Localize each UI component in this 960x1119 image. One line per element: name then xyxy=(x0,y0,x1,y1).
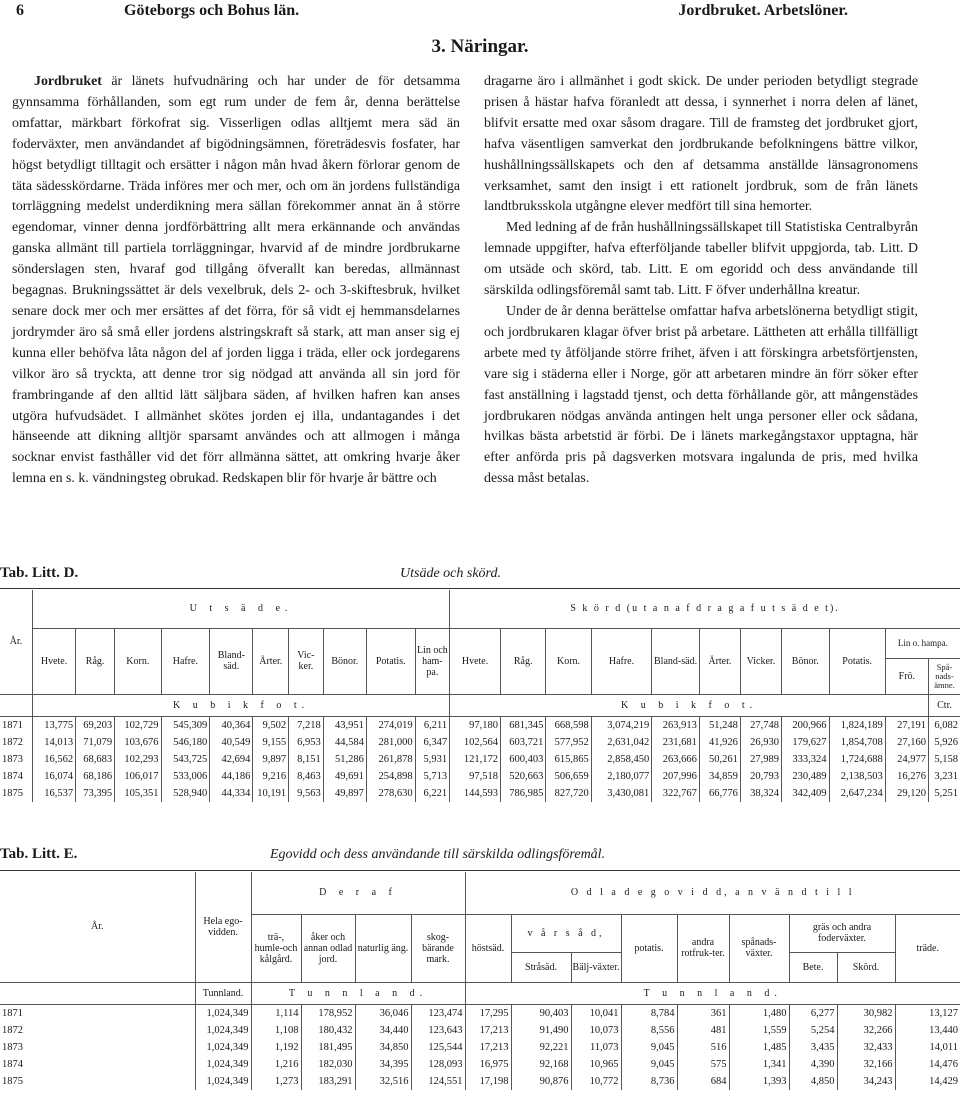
table-cell: 6,221 xyxy=(415,785,450,802)
table-cell: 13,775 xyxy=(32,716,75,734)
table-cell: 40,549 xyxy=(210,734,253,751)
table-cell: 51,286 xyxy=(323,751,366,768)
table-cell: 575 xyxy=(677,1056,729,1073)
table-cell: 8,151 xyxy=(289,751,324,768)
table-cell: 73,395 xyxy=(76,785,115,802)
col-header: v å r s å d, xyxy=(511,914,621,952)
table-cell: 281,000 xyxy=(366,734,415,751)
col-header: Bete. xyxy=(789,952,837,982)
table-cell: 506,659 xyxy=(546,768,591,785)
col-header: Hvete. xyxy=(450,628,501,694)
table-cell: 123,474 xyxy=(411,1004,465,1022)
table-cell: 8,463 xyxy=(289,768,324,785)
table-cell: 38,324 xyxy=(740,785,781,802)
group-skord: S k ö r d (u t a n a f d r a g a f u t s ä d e t). xyxy=(450,590,960,628)
col-header: Korn. xyxy=(115,628,161,694)
table-cell: 254,898 xyxy=(366,768,415,785)
table-cell: 69,203 xyxy=(76,716,115,734)
unit-label: T u n n l a n d. xyxy=(251,982,465,1004)
col-header: trä-, humle-och kålgård. xyxy=(251,914,301,982)
table-cell: 1,024,349 xyxy=(195,1039,251,1056)
table-cell: 230,489 xyxy=(781,768,829,785)
table-cell: 1,854,708 xyxy=(829,734,885,751)
running-title-right: Jordbruket. Arbetslöner. xyxy=(678,2,848,19)
table-cell: 49,897 xyxy=(323,785,366,802)
table-cell: 231,681 xyxy=(652,734,700,751)
table-cell: 124,551 xyxy=(411,1073,465,1090)
table-cell: 16,975 xyxy=(465,1056,511,1073)
table-cell: 43,951 xyxy=(323,716,366,734)
table-cell: 681,345 xyxy=(500,716,545,734)
table-cell: 16,562 xyxy=(32,751,75,768)
table-cell: 9,897 xyxy=(253,751,289,768)
table-cell: 66,776 xyxy=(699,785,740,802)
table-cell: 684 xyxy=(677,1073,729,1090)
table-cell: 11,073 xyxy=(571,1039,621,1056)
col-header: Vicker. xyxy=(740,628,781,694)
table-cell: 14,013 xyxy=(32,734,75,751)
table-cell: 333,324 xyxy=(781,751,829,768)
col-header: Lin och ham-pa. xyxy=(415,628,450,694)
table-cell: 102,293 xyxy=(115,751,161,768)
table-row xyxy=(0,716,960,734)
table-cell: 17,198 xyxy=(465,1073,511,1090)
table-cell: 34,440 xyxy=(355,1022,411,1039)
unit-label: T u n n l a n d. xyxy=(465,982,960,1004)
row-year: 1875 xyxy=(2,1075,23,1087)
table-cell: 123,643 xyxy=(411,1022,465,1039)
table-cell: 603,721 xyxy=(500,734,545,751)
rule xyxy=(0,870,960,871)
table-cell: 2,858,450 xyxy=(591,751,652,768)
table-cell: 2,631,042 xyxy=(591,734,652,751)
table-d-caption: Tab. Litt. D. xyxy=(0,565,79,581)
table-cell: 322,767 xyxy=(652,785,700,802)
col-header: Bälj-växter. xyxy=(571,952,621,982)
table-row xyxy=(0,1056,960,1073)
rule xyxy=(0,588,960,589)
table-cell: 71,079 xyxy=(76,734,115,751)
table-cell: 6,211 xyxy=(415,716,450,734)
col-header: Potatis. xyxy=(829,628,885,694)
col-header: träde. xyxy=(895,914,960,982)
running-title-left: Göteborgs och Bohus län. xyxy=(124,2,300,19)
col-header: Stråsäd. xyxy=(511,952,571,982)
col-header: Skörd. xyxy=(837,952,895,982)
table-cell: 5,158 xyxy=(928,751,960,768)
table-cell: 200,966 xyxy=(781,716,829,734)
col-header: Spå-nads-ämne. xyxy=(928,658,960,694)
table-cell: 3,435 xyxy=(789,1039,837,1056)
table-cell: 27,989 xyxy=(740,751,781,768)
table-row xyxy=(0,1073,960,1090)
table-cell: 125,544 xyxy=(411,1039,465,1056)
table-cell: 786,985 xyxy=(500,785,545,802)
group-odlad: O d l a d e g o v i d d, a n v ä n d t i l l xyxy=(465,872,960,914)
lead-word: Jordbruket xyxy=(34,74,102,89)
unit-label: K u b i k f o t. xyxy=(450,694,929,716)
table-cell: 1,108 xyxy=(251,1022,301,1039)
table-cell: 1,024,349 xyxy=(195,1056,251,1073)
table-cell: 516 xyxy=(677,1039,729,1056)
col-header: höstsäd. xyxy=(465,914,511,982)
table-cell: 1,024,349 xyxy=(195,1022,251,1039)
table-cell: 1,024,349 xyxy=(195,1004,251,1022)
table-cell: 2,180,077 xyxy=(591,768,652,785)
col-header: Ärter. xyxy=(699,628,740,694)
table-cell: 20,793 xyxy=(740,768,781,785)
table-cell: 1,114 xyxy=(251,1004,301,1022)
table-cell: 533,006 xyxy=(161,768,210,785)
table-cell: 90,876 xyxy=(511,1073,571,1090)
col-header: skog-bärande mark. xyxy=(411,914,465,982)
table-cell: 6,277 xyxy=(789,1004,837,1022)
table-cell: 278,630 xyxy=(366,785,415,802)
row-year: 1874 xyxy=(2,1058,23,1070)
table-cell: 2,138,503 xyxy=(829,768,885,785)
table-cell: 10,772 xyxy=(571,1073,621,1090)
col-header: potatis. xyxy=(621,914,677,982)
col-header: Hela ego-vidden. xyxy=(195,872,251,982)
table-cell: 827,720 xyxy=(546,785,591,802)
table-cell: 577,952 xyxy=(546,734,591,751)
table-cell: 97,518 xyxy=(450,768,501,785)
row-year: 1871 xyxy=(0,1004,195,1022)
col-header: Råg. xyxy=(76,628,115,694)
table-cell: 34,859 xyxy=(699,768,740,785)
table-cell: 8,736 xyxy=(621,1073,677,1090)
group-deraf: D e r a f xyxy=(251,872,465,914)
col-header: Frö. xyxy=(885,658,928,694)
page-header xyxy=(0,0,960,22)
table-cell: 182,030 xyxy=(301,1056,355,1073)
col-header: gräs och andra foderväxter. xyxy=(789,914,895,952)
table-row xyxy=(0,1004,960,1022)
table-cell: 29,120 xyxy=(885,785,928,802)
table-cell: 68,683 xyxy=(76,751,115,768)
col-header: naturlig äng. xyxy=(355,914,411,982)
table-cell: 520,663 xyxy=(500,768,545,785)
table-cell: 91,490 xyxy=(511,1022,571,1039)
table-row xyxy=(0,734,960,751)
table-cell: 1,024,349 xyxy=(195,1073,251,1090)
table-row xyxy=(0,1022,960,1039)
table-cell: 144,593 xyxy=(450,785,501,802)
table-cell: 17,295 xyxy=(465,1004,511,1022)
table-cell: 121,172 xyxy=(450,751,501,768)
table-cell: 92,221 xyxy=(511,1039,571,1056)
col-header: Ärter. xyxy=(253,628,289,694)
table-cell: 105,351 xyxy=(115,785,161,802)
col-header: Korn. xyxy=(546,628,591,694)
table-cell: 10,073 xyxy=(571,1022,621,1039)
table-cell: 34,243 xyxy=(837,1073,895,1090)
table-cell: 179,627 xyxy=(781,734,829,751)
table-e-subtitle: Egovidd och dess användande till särskilda odlingsföremål. xyxy=(270,847,606,862)
table-row xyxy=(0,785,960,802)
table-cell: 41,926 xyxy=(699,734,740,751)
table-cell: 30,982 xyxy=(837,1004,895,1022)
table-cell: 51,248 xyxy=(699,716,740,734)
table-cell: 27,191 xyxy=(885,716,928,734)
table-cell: 4,850 xyxy=(789,1073,837,1090)
table-cell: 32,166 xyxy=(837,1056,895,1073)
table-cell: 263,666 xyxy=(652,751,700,768)
table-cell: 16,276 xyxy=(885,768,928,785)
table-cell: 102,564 xyxy=(450,734,501,751)
table-d xyxy=(0,590,960,802)
table-cell: 102,729 xyxy=(115,716,161,734)
paragraph: Under de år denna berättelse omfattar hafva arbetslönerna betydligt stigit, och jordbrukaren klagar öfver brist på arbetare. Lättheten att erhålla tillfälligt arbete med ty åtföljande större frihet, äfven i att förskingra arbetsförtjensten, vare sig i städerna eller i Norge, gör att arbetaren mindre än förr söker efter fast anställning i lagstadd tjenst, och detta förhållande gör, att mångenstädes jordbrukaren nödgas använda antingen helt unga personer eller ock sådana, hvilkas bästa arbetstid är förbi. De i länets markegångstaxor upptagna, här efter anförda pris på dagsverken motsvara ingalunda de pris, med hvilka dessa måst betalas. xyxy=(484,303,918,487)
table-cell: 5,931 xyxy=(415,751,450,768)
table-cell: 10,041 xyxy=(571,1004,621,1022)
section-title: 3. Näringar. xyxy=(431,36,529,57)
table-cell: 36,046 xyxy=(355,1004,411,1022)
table-cell: 181,495 xyxy=(301,1039,355,1056)
unit-label: K u b i k f o t. xyxy=(32,694,449,716)
table-row xyxy=(0,751,960,768)
table-cell: 9,216 xyxy=(253,768,289,785)
table-cell: 263,913 xyxy=(652,716,700,734)
table-cell: 68,186 xyxy=(76,768,115,785)
table-cell: 261,878 xyxy=(366,751,415,768)
table-cell: 16,537 xyxy=(32,785,75,802)
table-cell: 42,694 xyxy=(210,751,253,768)
table-cell: 481 xyxy=(677,1022,729,1039)
table-cell: 40,364 xyxy=(210,716,253,734)
table-cell: 13,127 xyxy=(895,1004,960,1022)
table-cell: 546,180 xyxy=(161,734,210,751)
table-cell: 106,017 xyxy=(115,768,161,785)
table-cell: 274,019 xyxy=(366,716,415,734)
table-cell: 543,725 xyxy=(161,751,210,768)
row-year: 1875 xyxy=(2,787,23,799)
table-cell: 17,213 xyxy=(465,1039,511,1056)
col-header: Hvete. xyxy=(32,628,75,694)
table-cell: 361 xyxy=(677,1004,729,1022)
col-header: andra rotfruk-ter. xyxy=(677,914,729,982)
table-cell: 8,784 xyxy=(621,1004,677,1022)
table-cell: 6,347 xyxy=(415,734,450,751)
col-header: Lin o. hampa. xyxy=(885,628,960,658)
row-year: 1872 xyxy=(2,736,23,748)
table-cell: 9,155 xyxy=(253,734,289,751)
col-header: Vic-ker. xyxy=(289,628,324,694)
table-cell: 103,676 xyxy=(115,734,161,751)
unit-label: Ctr. xyxy=(928,694,960,716)
table-d-subtitle: Utsäde och skörd. xyxy=(400,566,501,581)
table-cell: 50,261 xyxy=(699,751,740,768)
table-cell: 97,180 xyxy=(450,716,501,734)
table-cell: 9,045 xyxy=(621,1056,677,1073)
table-cell: 92,168 xyxy=(511,1056,571,1073)
table-cell: 5,926 xyxy=(928,734,960,751)
table-cell: 668,598 xyxy=(546,716,591,734)
table-cell: 10,191 xyxy=(253,785,289,802)
col-header: Potatis. xyxy=(366,628,415,694)
table-cell: 5,251 xyxy=(928,785,960,802)
table-cell: 32,516 xyxy=(355,1073,411,1090)
table-cell: 32,266 xyxy=(837,1022,895,1039)
table-cell: 24,977 xyxy=(885,751,928,768)
table-cell: 8,556 xyxy=(621,1022,677,1039)
table-cell: 3,231 xyxy=(928,768,960,785)
table-cell: 6,953 xyxy=(289,734,324,751)
col-header: Bland-säd. xyxy=(210,628,253,694)
table-cell: 178,952 xyxy=(301,1004,355,1022)
paragraph: Med ledning af de från hushållningssällskapet till Statistiska Centralbyrån lemnade uppgifter, hafva efterföljande tabeller blifvit uppgjorda, tab. Litt. D om utsäde och skörd, tab. Litt. E om egoridd och dess användande till särskilda odlingsföremål samt tab. Litt. F öfver underhållna kreatur. xyxy=(484,220,918,299)
table-cell: 1,216 xyxy=(251,1056,301,1073)
col-year: År. xyxy=(91,921,104,933)
table-cell: 5,713 xyxy=(415,768,450,785)
table-cell: 34,395 xyxy=(355,1056,411,1073)
table-cell: 27,748 xyxy=(740,716,781,734)
table-cell: 1,724,688 xyxy=(829,751,885,768)
table-cell: 49,691 xyxy=(323,768,366,785)
col-header: Hafre. xyxy=(161,628,210,694)
row-year: 1874 xyxy=(2,770,23,782)
table-cell: 615,865 xyxy=(546,751,591,768)
table-cell: 7,218 xyxy=(289,716,324,734)
paragraph: dragarne äro i allmänhet i godt skick. De under perioden betydligt stegrade prisen å hästar hafva föranledt att dessa, i synnerhet i norra delen af länet, blifvit ersatte med oxar såsom dragare. Till de framsteg det jordbruket gjort, hafva väsentligen samverkat den jordbrukande befolkningens bättre vilkor, hushållningssällskapets och den af detsamma anställde länsagronomens verksamhet, samt den insigt i ett rationelt jordbruk, som de från länets landtbruksskola utgångne elever medfört till sina hemorter. xyxy=(484,74,918,215)
row-year: 1873 xyxy=(2,753,23,765)
row-year: 1871 xyxy=(0,716,32,734)
table-row xyxy=(0,1039,960,1056)
paragraph-text: är länets hufvudnäring och har under de för detsamma gynnsamma förhållanden, som egt rum under de fem år, denna berättelse omfattar, märkbart förkofrat sig. Visserligen odlas alltjemt mera säd än foderväxter, men användandet af bigödningsämnen, företrädesvis fosfater, har högst betydligt tilltagit och ersätter i någon mån hvad åkern förlorar genom de täta sädesskördarne. Träda införes mer och mer, och om än jordens fullständiga torrläggning medelst underdikning mera sällan förekommer annat än å större egendomar, vinner denna jordförbättring allt mera erkännande och användas ganska allmänt till partiela torrläggningar, hvarvid af de mindre jordbrukarne sönderslagen sten, hvaraf god tillgång öfverallt kan beredas, allmännast begagnas. Brukningssättet är dels vexelbruk, dels 2- och 3-skiftesbruk, hvilket senare dock mer och mer ersättes af det förra, för så vidt ej hemmansdelarnes jordrymder äro så små eller jordens alstringskraft så stark, att man anser sig ej kunna eller behöfva låta någon del af jorden ligga i träda, eller ock jordegarens vilkor äro så tryckta, att denne tror sig nödgad att använda all sin jord för frambringande af den alltid lätt säljbara säden, af hvilken hafren kan anses utgöra hufvudsädet. I allmänhet skötes jorden ej illa, undantagandes i det hänseende att dikning alltjör sparsamt användes och att allmogen i många socknar envist fasthåller vid det förr allmänna sättet, att omkring hvarje åker lemna en s. k. vändningsteg obrukad. Redskapen blir för hvarje år bättre och xyxy=(12,74,460,487)
table-cell: 3,430,081 xyxy=(591,785,652,802)
col-year: År. xyxy=(9,636,23,648)
table-cell: 4,390 xyxy=(789,1056,837,1073)
table-cell: 6,082 xyxy=(928,716,960,734)
text-column-right xyxy=(484,72,918,490)
table-cell: 2,647,234 xyxy=(829,785,885,802)
table-cell: 16,074 xyxy=(32,768,75,785)
table-cell: 44,186 xyxy=(210,768,253,785)
table-cell: 128,093 xyxy=(411,1056,465,1073)
col-header: Hafre. xyxy=(591,628,652,694)
table-cell: 1,341 xyxy=(729,1056,789,1073)
table-cell: 600,403 xyxy=(500,751,545,768)
table-cell: 1,393 xyxy=(729,1073,789,1090)
table-cell: 342,409 xyxy=(781,785,829,802)
table-row xyxy=(0,768,960,785)
table-cell: 10,965 xyxy=(571,1056,621,1073)
table-cell: 14,011 xyxy=(895,1039,960,1056)
table-cell: 32,433 xyxy=(837,1039,895,1056)
table-cell: 9,563 xyxy=(289,785,324,802)
text-column-left xyxy=(12,72,460,490)
row-year: 1872 xyxy=(2,1024,23,1036)
group-utsade: U t s ä d e. xyxy=(32,590,449,628)
col-header: Bland-säd. xyxy=(652,628,700,694)
table-cell: 26,930 xyxy=(740,734,781,751)
table-cell: 5,254 xyxy=(789,1022,837,1039)
table-cell: 183,291 xyxy=(301,1073,355,1090)
table-cell: 1,480 xyxy=(729,1004,789,1022)
table-cell: 180,432 xyxy=(301,1022,355,1039)
table-cell: 17,213 xyxy=(465,1022,511,1039)
table-e xyxy=(0,872,960,1090)
table-cell: 1,824,189 xyxy=(829,716,885,734)
table-cell: 14,476 xyxy=(895,1056,960,1073)
col-header: Råg. xyxy=(500,628,545,694)
table-cell: 545,309 xyxy=(161,716,210,734)
table-cell: 9,502 xyxy=(253,716,289,734)
table-cell: 207,996 xyxy=(652,768,700,785)
col-header: Bönor. xyxy=(323,628,366,694)
col-header: spånads-växter. xyxy=(729,914,789,982)
col-header: Bönor. xyxy=(781,628,829,694)
table-e-caption: Tab. Litt. E. xyxy=(0,846,78,862)
table-cell: 9,045 xyxy=(621,1039,677,1056)
page-number: 6 xyxy=(16,2,24,19)
table-cell: 44,334 xyxy=(210,785,253,802)
unit-label: Tunnland. xyxy=(195,982,251,1004)
table-cell: 528,940 xyxy=(161,785,210,802)
table-cell: 14,429 xyxy=(895,1073,960,1090)
table-cell: 44,584 xyxy=(323,734,366,751)
row-year: 1873 xyxy=(2,1041,23,1053)
col-header: åker och annan odlad jord. xyxy=(301,914,355,982)
table-cell: 3,074,219 xyxy=(591,716,652,734)
paragraph xyxy=(12,72,460,490)
table-cell: 1,273 xyxy=(251,1073,301,1090)
table-cell: 1,192 xyxy=(251,1039,301,1056)
table-cell: 13,440 xyxy=(895,1022,960,1039)
table-cell: 34,850 xyxy=(355,1039,411,1056)
table-cell: 1,485 xyxy=(729,1039,789,1056)
table-cell: 27,160 xyxy=(885,734,928,751)
table-cell: 1,559 xyxy=(729,1022,789,1039)
table-cell: 90,403 xyxy=(511,1004,571,1022)
